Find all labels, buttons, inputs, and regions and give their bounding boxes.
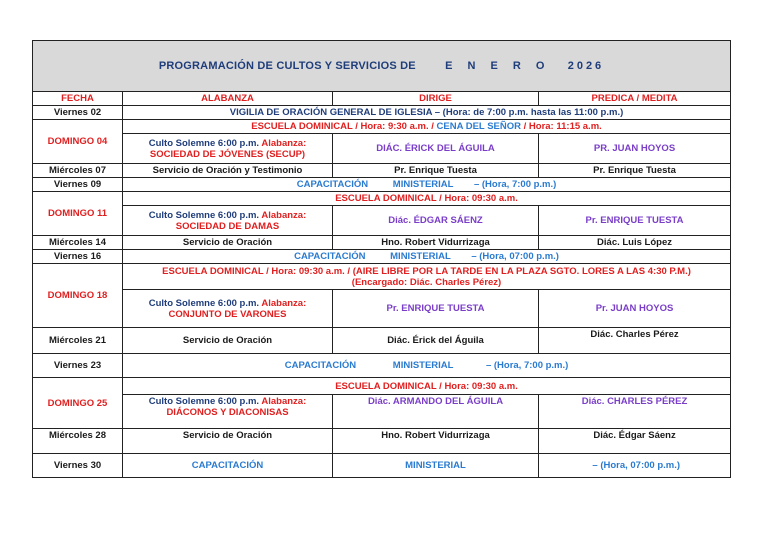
banner-hora-cena: / Hora: 11:15 a.m. xyxy=(521,121,602,132)
alabanza-cell: Servicio de Oración xyxy=(123,429,333,454)
row-domingo-18-detail xyxy=(33,290,731,328)
header-predica: PREDICA / MEDITA xyxy=(539,92,731,106)
dirige-cell: Pr. ENRIQUE TUESTA xyxy=(333,290,539,328)
row-domingo-04-banner xyxy=(33,120,731,134)
row-miercoles-28 xyxy=(33,429,731,454)
predica-cell: Pr. ENRIQUE TUESTA xyxy=(539,206,731,236)
alabanza-label: Alabanza: xyxy=(259,297,307,309)
date-cell: Miércoles 28 xyxy=(33,429,123,454)
banner-hora: / Hora: 09:30 a.m. / (AIRE LIBRE POR LA TARDE EN LA PLAZA SGTO. LORES A LAS 4:30 P.M.) xyxy=(263,265,691,277)
title-text: PROGRAMACIÓN DE CULTOS Y SERVICIOS DE xyxy=(158,59,416,72)
date-cell: DOMINGO 04 xyxy=(33,120,123,164)
row-miercoles-07 xyxy=(33,164,731,178)
capacitacion-label: CAPACITACIÓN xyxy=(123,454,333,478)
alabanza-cell: Servicio de Oración xyxy=(123,236,333,250)
dirige-cell: DIÁC. ÉRICK DEL ÁGUILA xyxy=(333,134,539,164)
row-domingo-25-detail xyxy=(33,395,731,429)
capacitacion-text xyxy=(123,178,731,192)
date-cell: Miércoles 14 xyxy=(33,236,123,250)
predica-cell: Diác. CHARLES PÉREZ xyxy=(539,395,731,429)
alabanza-label: Alabanza: xyxy=(259,137,307,149)
date-cell: DOMINGO 18 xyxy=(33,264,123,328)
row-domingo-25-banner xyxy=(33,378,731,395)
date-cell: Miércoles 07 xyxy=(33,164,123,178)
banner-hora: / Hora: 09:30 a.m. xyxy=(436,193,518,204)
row-domingo-11-detail xyxy=(33,206,731,236)
capacitacion-label: CAPACITACIÓN xyxy=(284,360,357,371)
schedule-sheet xyxy=(32,40,730,478)
alabanza-group: CONJUNTO DE VARONES xyxy=(168,308,287,320)
header-dirige: DIRIGE xyxy=(333,92,539,106)
predica-cell: Pr. Enrique Tuesta xyxy=(539,164,731,178)
ministerial-label: MINISTERIAL xyxy=(392,179,454,190)
predica-cell: PR. JUAN HOYOS xyxy=(539,134,731,164)
alabanza-label: Alabanza: xyxy=(259,209,307,221)
capacitacion-text xyxy=(123,250,731,264)
banner-encargado: (Encargado: Diác. Charles Pérez) xyxy=(351,276,502,288)
dirige-cell: Diác. Érick del Águila xyxy=(333,328,539,354)
title-year: 2026 xyxy=(567,59,605,72)
alabanza-cell xyxy=(123,395,333,429)
row-viernes-09 xyxy=(33,178,731,192)
dirige-cell: Hno. Robert Vidurrizaga xyxy=(333,429,539,454)
predica-cell: Diác. Luis López xyxy=(539,236,731,250)
escuela-banner xyxy=(123,120,731,134)
date-cell: DOMINGO 25 xyxy=(33,378,123,429)
row-domingo-18-banner xyxy=(33,264,731,290)
dirige-cell: Diác. ARMANDO DEL ÁGUILA xyxy=(333,395,539,429)
ministerial-label: MINISTERIAL xyxy=(333,454,539,478)
hora-label: – (Hora, 7:00 p.m.) xyxy=(473,179,557,190)
alabanza-label: Alabanza: xyxy=(259,396,307,407)
hora-label: – (Hora, 07:00 p.m.) xyxy=(471,251,559,262)
ministerial-label: MINISTERIAL xyxy=(390,251,451,262)
hora-label: – (Hora, 07:00 p.m.) xyxy=(539,454,731,478)
alabanza-group: SOCIEDAD DE JÓVENES (SECUP) xyxy=(149,148,306,160)
banner-escuela: ESCUELA DOMINICAL xyxy=(162,265,264,277)
banner-cena: CENA DEL SEÑOR xyxy=(436,121,521,132)
row-viernes-23 xyxy=(33,354,731,378)
title-month: E N E R O xyxy=(445,59,551,72)
row-viernes-16 xyxy=(33,250,731,264)
date-cell: Viernes 02 xyxy=(33,106,123,120)
capacitacion-label: CAPACITACIÓN xyxy=(294,251,366,262)
date-cell: Viernes 16 xyxy=(33,250,123,264)
banner-escuela: ESCUELA DOMINICAL xyxy=(335,380,437,392)
date-cell: Viernes 30 xyxy=(33,454,123,478)
alabanza-group: DIÁCONOS Y DIACONISAS xyxy=(166,407,289,418)
header-alabanza: ALABANZA xyxy=(123,92,333,106)
row-viernes-02 xyxy=(33,106,731,120)
culto-label: Culto Solemne 6:00 p.m. xyxy=(148,209,260,221)
predica-cell: Pr. JUAN HOYOS xyxy=(539,290,731,328)
escuela-banner xyxy=(123,378,731,395)
date-cell: Viernes 23 xyxy=(33,354,123,378)
alabanza-cell: Servicio de Oración y Testimonio xyxy=(123,164,333,178)
header-fecha: FECHA xyxy=(33,92,123,106)
header-row xyxy=(33,92,731,106)
culto-label: Culto Solemne 6:00 p.m. xyxy=(148,396,260,407)
banner-escuela: ESCUELA DOMINICAL xyxy=(251,121,353,132)
culto-label: Culto Solemne 6:00 p.m. xyxy=(148,297,260,309)
schedule-table xyxy=(32,40,731,478)
row-viernes-30 xyxy=(33,454,731,478)
dirige-cell: Diác. ÉDGAR SÁENZ xyxy=(333,206,539,236)
date-cell: Viernes 09 xyxy=(33,178,123,192)
banner-hora: / Hora: 09:30 a.m. xyxy=(436,380,518,392)
date-cell: DOMINGO 11 xyxy=(33,192,123,236)
capacitacion-text xyxy=(123,354,731,378)
alabanza-cell xyxy=(123,134,333,164)
dirige-cell: Hno. Robert Vidurrizaga xyxy=(333,236,539,250)
row-miercoles-21 xyxy=(33,328,731,354)
row-domingo-04-detail xyxy=(33,134,731,164)
vigilia-text: VIGILIA DE ORACIÓN GENERAL DE IGLESIA – (Hora: de 7:00 p.m. hasta las 11:00 p.m.) xyxy=(123,106,731,120)
banner-hora: / Hora: 9:30 a.m. / xyxy=(352,121,437,132)
capacitacion-label: CAPACITACIÓN xyxy=(296,179,369,190)
culto-label: Culto Solemne 6:00 p.m. xyxy=(148,137,260,149)
alabanza-cell xyxy=(123,206,333,236)
dirige-cell: Pr. Enrique Tuesta xyxy=(333,164,539,178)
date-cell: Miércoles 21 xyxy=(33,328,123,354)
hora-label: – (Hora, 7:00 p.m.) xyxy=(485,360,569,371)
ministerial-label: MINISTERIAL xyxy=(392,360,454,371)
escuela-banner xyxy=(123,192,731,206)
predica-cell: Diác. Édgar Sáenz xyxy=(539,429,731,454)
alabanza-cell: Servicio de Oración xyxy=(123,328,333,354)
alabanza-cell xyxy=(123,290,333,328)
banner-escuela: ESCUELA DOMINICAL xyxy=(335,193,437,204)
row-domingo-11-banner xyxy=(33,192,731,206)
predica-cell: Diác. Charles Pérez xyxy=(539,328,731,354)
escuela-banner xyxy=(123,264,731,290)
alabanza-group: SOCIEDAD DE DAMAS xyxy=(175,220,280,232)
schedule-title xyxy=(33,41,731,92)
row-miercoles-14 xyxy=(33,236,731,250)
